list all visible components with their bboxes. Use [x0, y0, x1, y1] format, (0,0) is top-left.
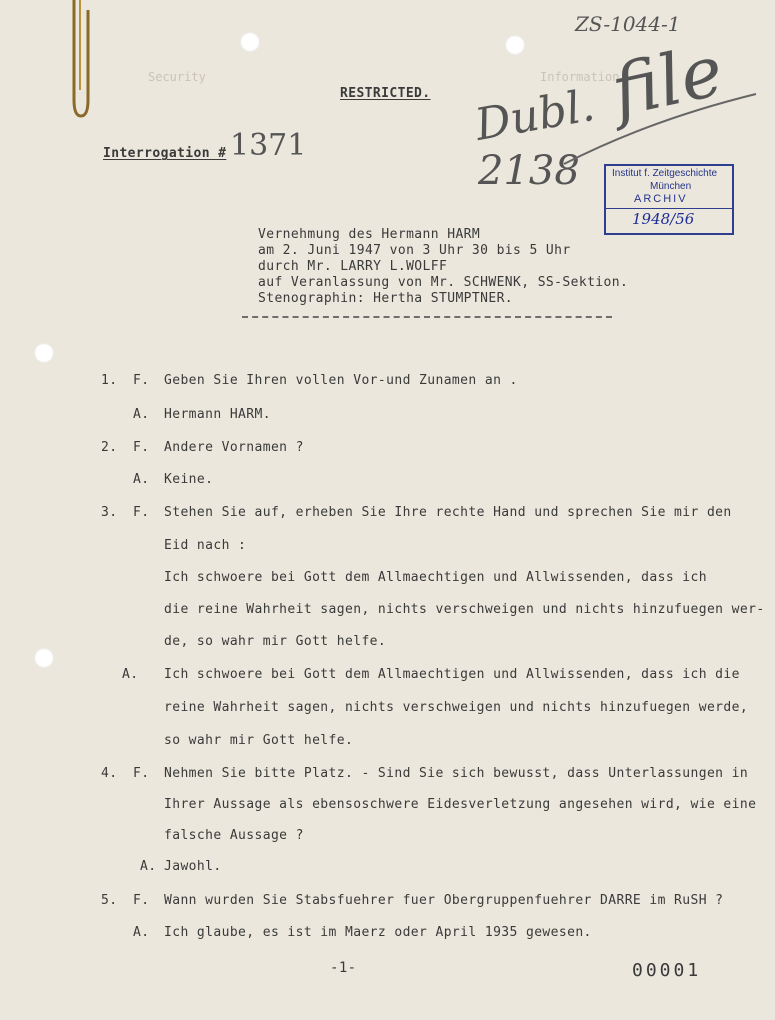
line-text: de, so wahr mir Gott helfe. — [164, 634, 387, 649]
line-mark: A. — [140, 859, 157, 874]
line-text: Hermann HARM. — [164, 407, 271, 422]
line-text: Nehmen Sie bitte Platz. - Sind Sie sich bewusst, dass Unterlassungen in — [164, 766, 749, 781]
line-number: 3. — [101, 505, 118, 520]
paper-clip-icon — [66, 0, 96, 120]
line-mark: A. — [122, 667, 139, 682]
line-text: so wahr mir Gott helfe. — [164, 733, 354, 748]
line-text: Stehen Sie auf, erheben Sie Ihre rechte Hand und sprechen Sie mir den — [164, 505, 732, 520]
classification-label: RESTRICTED. — [340, 86, 431, 101]
punch-hole — [505, 35, 525, 55]
line-mark: F. — [133, 440, 150, 455]
stamp-number: 1948/56 — [632, 210, 695, 228]
line-text: Ihrer Aussage als ebensoschwere Eidesverletzung angesehen wird, wie eine — [164, 797, 757, 812]
line-number: 5. — [101, 893, 118, 908]
intro-line: am 2. Juni 1947 von 3 Uhr 30 bis 5 Uhr — [258, 243, 571, 258]
stamp-line-2: München — [650, 181, 692, 192]
interrogation-label: Interrogation # — [103, 146, 227, 161]
intro-line: Stenographin: Hertha STUMPTNER. — [258, 291, 514, 306]
document-number: 00001 — [632, 960, 702, 981]
line-number: 2. — [101, 440, 118, 455]
handwritten-dubl: Dubl. — [471, 79, 599, 152]
line-text: Jawohl. — [164, 859, 222, 874]
line-text: Andere Vornamen ? — [164, 440, 304, 455]
intro-line: durch Mr. LARRY L.WOLFF — [258, 259, 448, 274]
line-mark: A. — [133, 925, 150, 940]
punch-hole — [34, 343, 54, 363]
line-text: Ich schwoere bei Gott dem Allmaechtigen und Allwissenden, dass ich — [164, 570, 707, 585]
line-number: 1. — [101, 373, 118, 388]
interrogation-number: 1371 — [230, 128, 307, 163]
line-text: Keine. — [164, 472, 214, 487]
archive-reference: ZS-1044-1 — [575, 12, 681, 36]
ghost-text-left: Security — [148, 70, 206, 84]
line-text: die reine Wahrheit sagen, nichts verschweigen und nichts hinzufuegen wer- — [164, 602, 765, 617]
line-mark: A. — [133, 472, 150, 487]
intro-line: auf Veranlassung von Mr. SCHWENK, SS-Sektion. — [258, 275, 629, 290]
handwritten-flourish — [560, 80, 760, 170]
punch-hole — [34, 648, 54, 668]
line-text: Ich schwoere bei Gott dem Allmaechtigen und Allwissenden, dass ich die — [164, 667, 740, 682]
punch-hole — [240, 32, 260, 52]
section-divider — [242, 316, 612, 318]
line-text: Wann wurden Sie Stabsfuehrer fuer Obergruppenfuehrer DARRE im RuSH ? — [164, 893, 724, 908]
stamp-line-1: Institut f. Zeitgeschichte — [612, 168, 718, 179]
ghost-text-right: Information — [540, 70, 620, 84]
line-mark: A. — [133, 407, 150, 422]
line-text: Eid nach : — [164, 538, 247, 553]
line-text: Geben Sie Ihren vollen Vor-und Zunamen an . — [164, 373, 518, 388]
line-text: falsche Aussage ? — [164, 828, 304, 843]
handwritten-file: file — [604, 29, 730, 133]
line-mark: F. — [133, 373, 150, 388]
page-number: -1- — [330, 960, 357, 976]
line-text: Ich glaube, es ist im Maerz oder April 1935 gewesen. — [164, 925, 592, 940]
line-mark: F. — [133, 893, 150, 908]
line-text: reine Wahrheit sagen, nichts verschweigen und nichts hinzufuegen werde, — [164, 700, 749, 715]
line-number: 4. — [101, 766, 118, 781]
archive-stamp — [604, 164, 734, 235]
line-mark: F. — [133, 505, 150, 520]
intro-line: Vernehmung des Hermann HARM — [258, 227, 481, 242]
handwritten-number: 2138 — [478, 148, 580, 194]
line-mark: F. — [133, 766, 150, 781]
stamp-line-3: ARCHIV — [634, 193, 688, 205]
